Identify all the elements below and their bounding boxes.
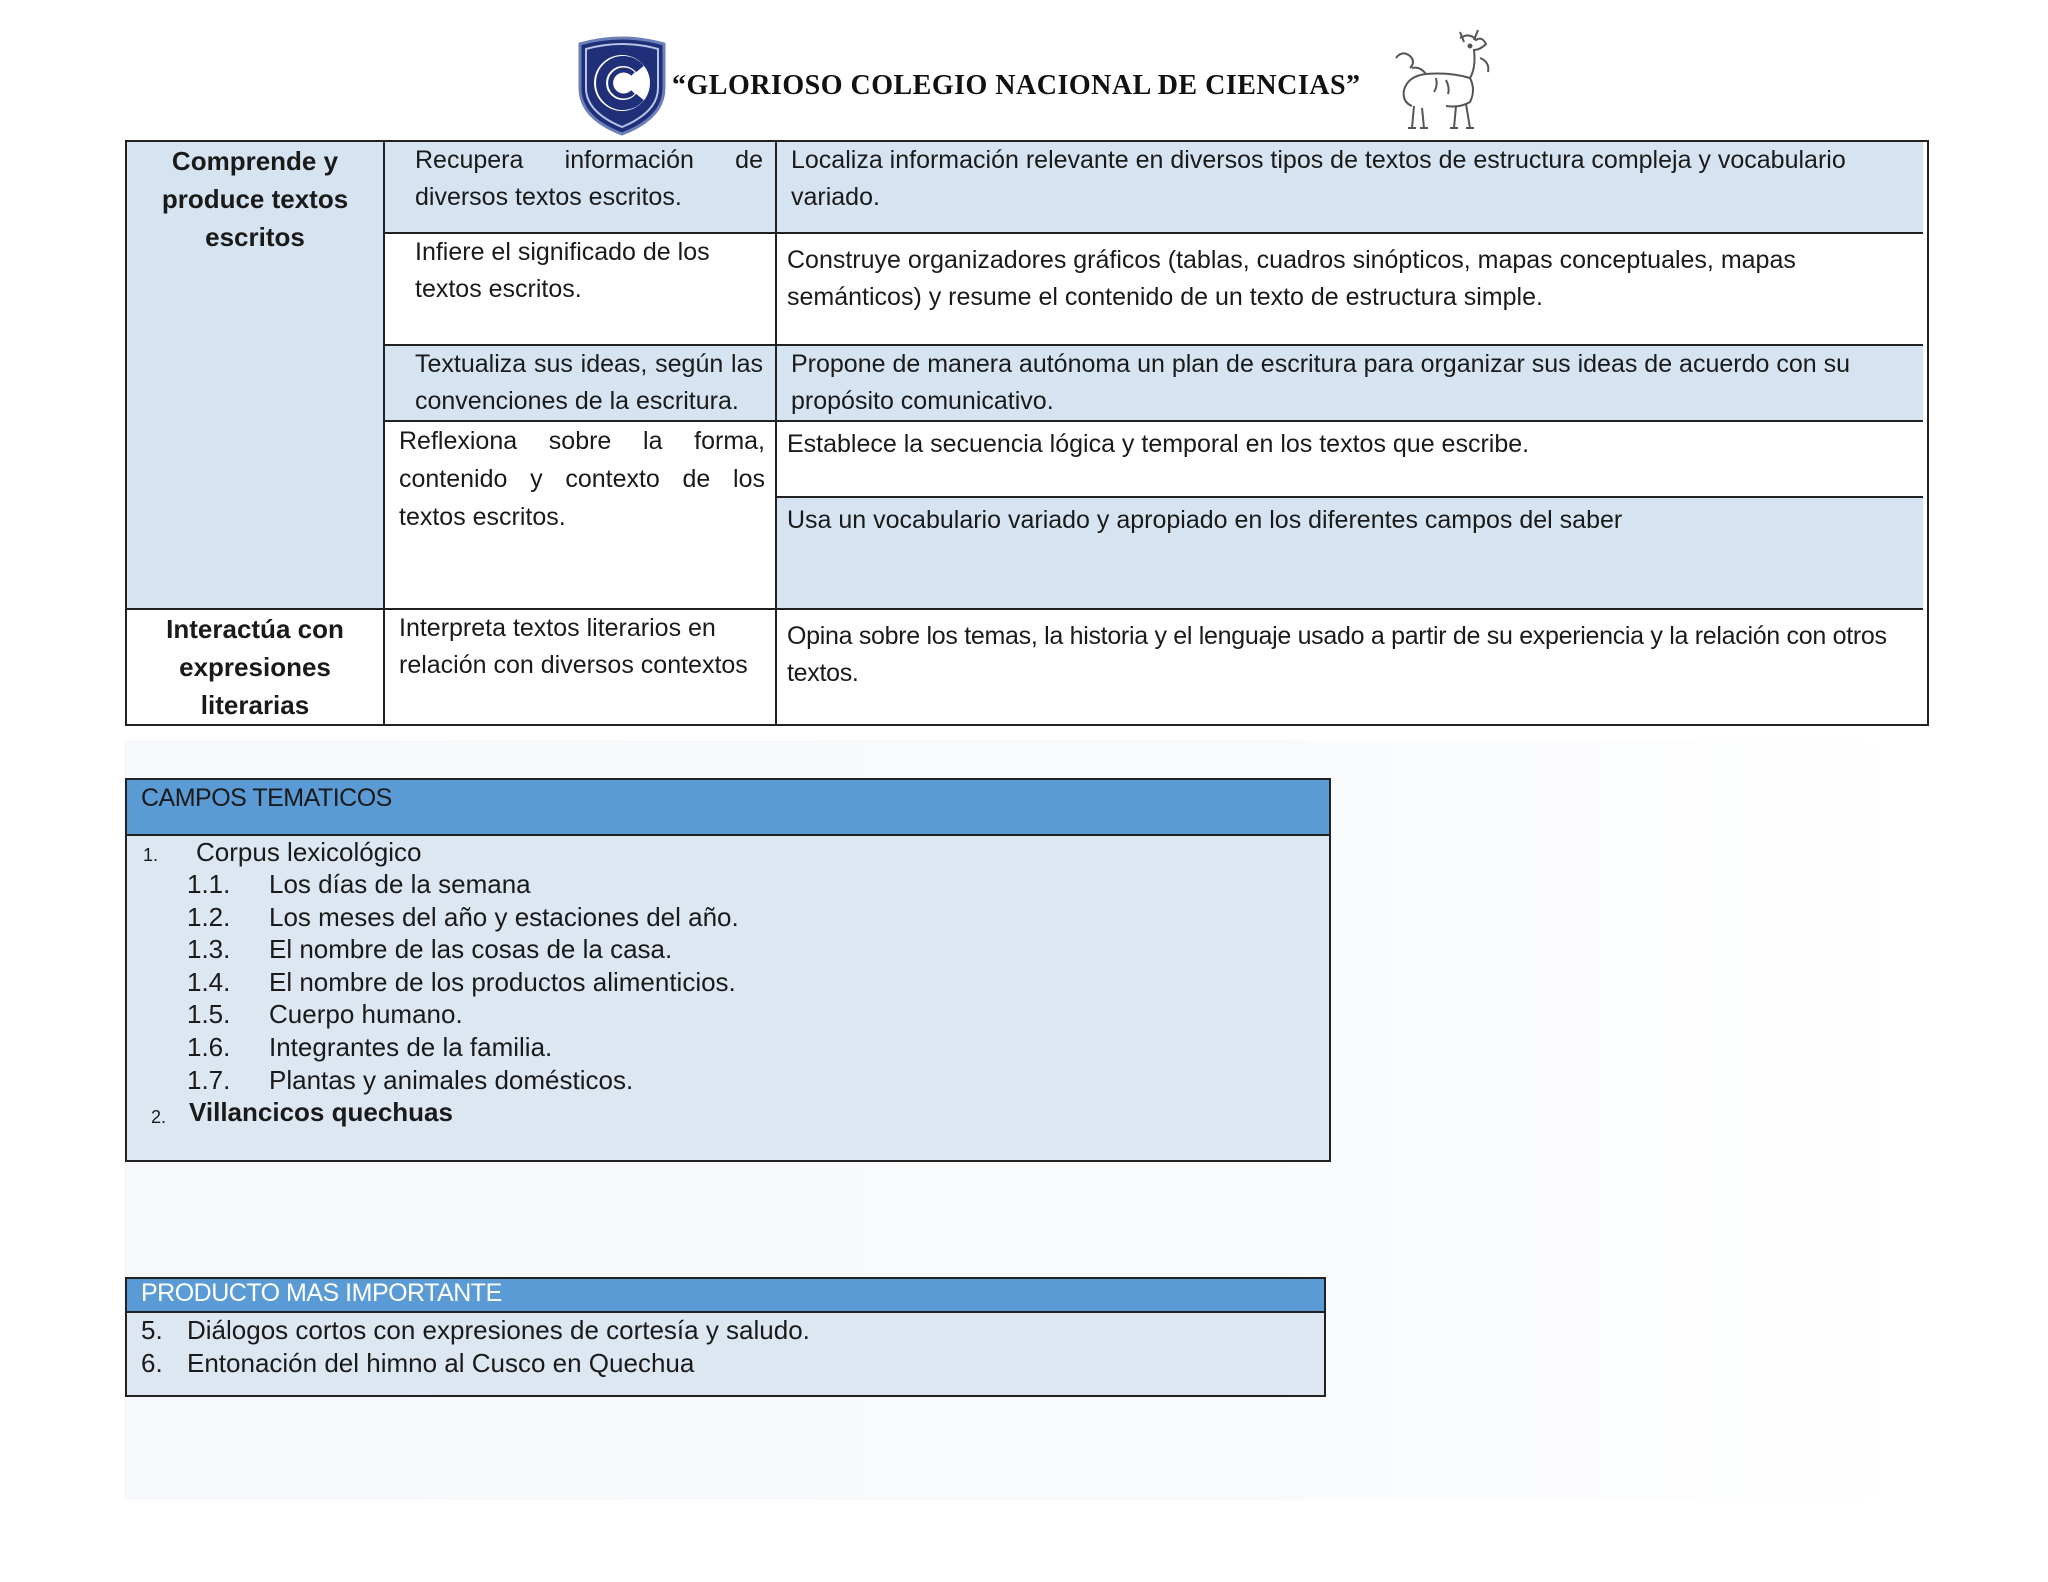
school-title: “GLORIOSO COLEGIO NACIONAL DE CIENCIAS” bbox=[672, 70, 1361, 101]
list-item-text: Corpus lexicológico bbox=[196, 837, 422, 867]
indicator-text: Establece la secuencia lógica y temporal en los textos que escribe. bbox=[787, 430, 1530, 458]
indicator-cell bbox=[777, 610, 1923, 724]
sublist-item-number: 1.7. bbox=[187, 1065, 231, 1095]
indicator-text: Usa un vocabulario variado y apropiado en los diferentes campos del saber bbox=[787, 506, 1623, 534]
sublist-item-text: El nombre de los productos alimenticios. bbox=[269, 967, 736, 997]
capacity-text: Textualiza sus ideas, según las convenciones de la escritura. bbox=[415, 350, 763, 415]
sublist-item-text: Integrantes de la familia. bbox=[269, 1032, 553, 1062]
competency-cell bbox=[127, 142, 385, 610]
indicator-cell bbox=[777, 234, 1923, 346]
indicator-cell bbox=[777, 422, 1923, 498]
school-shield-logo-icon bbox=[572, 36, 672, 136]
indicator-cell bbox=[777, 142, 1923, 234]
sublist-item-number: 1.1. bbox=[187, 869, 231, 899]
sublist-item-number: 1.5. bbox=[187, 999, 231, 1029]
capacity-text: Interpreta textos literarios en relación con diversos contextos bbox=[399, 614, 748, 679]
sublist-item-number: 1.6. bbox=[187, 1032, 231, 1062]
indicator-text: Propone de manera autónoma un plan de escritura para organizar sus ideas de acuerdo con su propósito comunicativo. bbox=[791, 350, 1851, 415]
sublist-item-number: 1.2. bbox=[187, 902, 231, 932]
sublist-item-text: El nombre de las cosas de la casa. bbox=[269, 934, 673, 964]
capacity-text: Recupera información de diversos textos escritos. bbox=[415, 146, 763, 211]
indicator-text: Construye organizadores gráficos (tablas, cuadros sinópticos, mapas conceptuales, mapas semánticos) y resume el contenido de un texto de estructura simple. bbox=[787, 246, 1796, 311]
sublist-item-number: 1.3. bbox=[187, 934, 231, 964]
list-item bbox=[143, 836, 158, 871]
sublist-item-text: Plantas y animales domésticos. bbox=[269, 1065, 634, 1095]
indicator-text: Opina sobre los temas, la historia y el lenguaje usado a partir de su experiencia y la relación con otros textos. bbox=[787, 622, 1887, 687]
producto-box bbox=[125, 1277, 1326, 1397]
sublist-item-text: Los días de la semana bbox=[269, 869, 531, 899]
competency-cell bbox=[127, 610, 385, 724]
capacity-cell bbox=[385, 610, 777, 724]
capacity-cell bbox=[385, 142, 777, 234]
list-item-number: 2. bbox=[151, 1107, 167, 1127]
competency-table bbox=[125, 140, 1929, 726]
producto-header bbox=[127, 1279, 1324, 1313]
indicator-cell bbox=[777, 346, 1923, 422]
producto-item-text: Entonación del himno al Cusco en Quechua bbox=[187, 1348, 695, 1378]
capacity-text: Reflexiona sobre la forma, contenido y contexto de los textos escritos. bbox=[399, 427, 765, 531]
sublist-item-text: Los meses del año y estaciones del año. bbox=[269, 902, 739, 932]
list-item-number: 1. bbox=[143, 845, 159, 865]
capacity-text: Infiere el significado de los textos escritos. bbox=[415, 238, 710, 303]
sublist-item-number: 1.4. bbox=[187, 967, 231, 997]
capacity-cell bbox=[385, 234, 777, 346]
competency-label: Comprende y produce textos escritos bbox=[161, 146, 349, 252]
capacity-cell bbox=[385, 346, 777, 422]
document-header bbox=[0, 28, 2048, 138]
campos-tematicos-header bbox=[127, 780, 1329, 836]
producto-heading: PRODUCTO MAS IMPORTANTE bbox=[141, 1279, 502, 1307]
sublist-item-text: Cuerpo humano. bbox=[269, 999, 463, 1029]
producto-item-number: 5. bbox=[141, 1315, 163, 1345]
indicator-text: Localiza información relevante en diversos tipos de textos de estructura compleja y vocabulario variado. bbox=[791, 146, 1846, 211]
campos-tematicos-box bbox=[125, 778, 1331, 1162]
llama-drawing-icon bbox=[1390, 28, 1500, 134]
campos-tematicos-heading: CAMPOS TEMATICOS bbox=[141, 784, 392, 812]
producto-item-number: 6. bbox=[141, 1348, 163, 1378]
indicator-cell bbox=[777, 498, 1923, 610]
competency-label: Interactúa con expresiones literarias bbox=[166, 614, 344, 720]
list-item bbox=[151, 1098, 166, 1133]
producto-item-text: Diálogos cortos con expresiones de cortesía y saludo. bbox=[187, 1315, 810, 1345]
list-item-text: Villancicos quechuas bbox=[189, 1097, 453, 1127]
capacity-cell bbox=[385, 422, 777, 610]
